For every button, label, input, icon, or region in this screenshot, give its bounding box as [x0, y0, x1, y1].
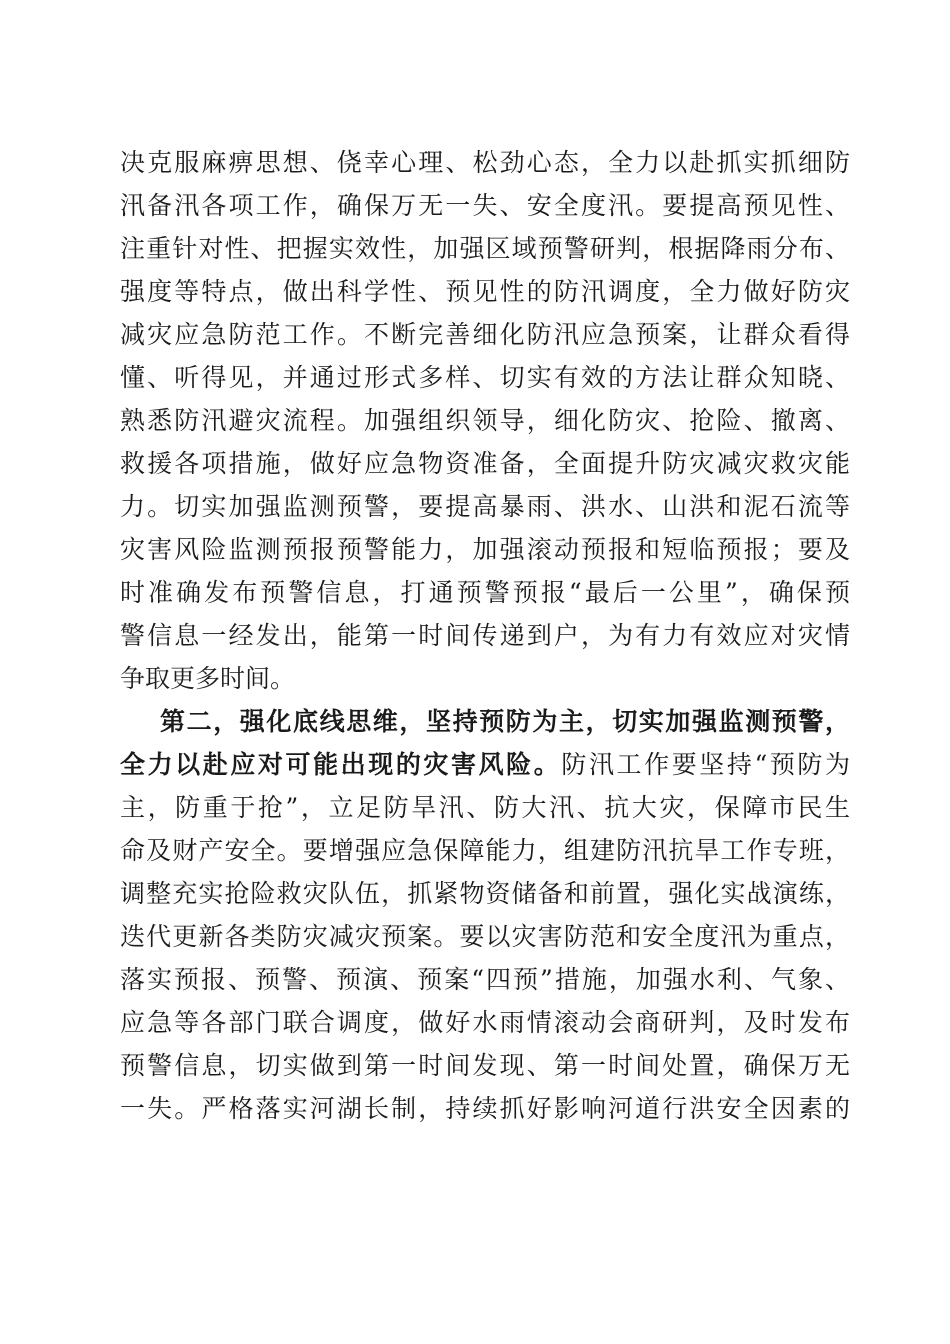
paragraph2-line-2-rest: 防汛工作要坚持“预防为 [561, 750, 850, 779]
paragraph2-line-3: 主，防重于抢”，立足防旱汛、防大汛、抗大灾，保障市民生 [120, 793, 850, 822]
paragraph1-line-1: 决克服麻痹思想、侥幸心理、松劲心态，全力以赴抓实抓细防 [120, 148, 850, 177]
paragraph1-line-9: 力。切实加强监测预警，要提高暴雨、洪水、山洪和泥石流等 [120, 492, 850, 521]
paragraph1-line-6: 懂、听得见，并通过形式多样、切实有效的方法让群众知晓、 [120, 363, 850, 392]
paragraph1-line-13: 争取更多时间。 [120, 664, 296, 693]
paragraph1-line-8: 救援各项措施，做好应急物资准备，全面提升防灾减灾救灾能 [120, 449, 850, 478]
paragraph2-line-7: 落实预报、预警、预演、预案“四预”措施，加强水利、气象、 [120, 965, 850, 994]
paragraph1-line-4: 强度等特点，做出科学性、预见性的防汛调度，全力做好防灾 [120, 277, 850, 306]
paragraph2-line-9: 预警信息，切实做到第一时间发现、第一时间处置，确保万无 [120, 1051, 850, 1080]
paragraph2-heading-bold: 全力以赴应对可能出现的灾害风险。 [120, 750, 562, 779]
paragraph1-line-12: 警信息一经发出，能第一时间传递到户，为有力有效应对灾情 [120, 621, 850, 650]
paragraph1-line-11: 时准确发布预警信息，打通预警预报“最后一公里”，确保预 [120, 578, 850, 607]
paragraph1-line-10: 灾害风险监测预报预警能力，加强滚动预报和短临预报；要及 [120, 535, 850, 564]
paragraph1-line-7: 熟悉防汛避灾流程。加强组织领导，细化防灾、抢险、撤离、 [120, 406, 850, 435]
paragraph1-line-2: 汛备汛各项工作，确保万无一失、安全度汛。要提高预见性、 [120, 191, 850, 220]
paragraph1-line-5: 减灾应急防范工作。不断完善细化防汛应急预案，让群众看得 [120, 320, 850, 349]
paragraph2-line-10: 一失。严格落实河湖长制，持续抓好影响河道行洪安全因素的 [120, 1094, 850, 1123]
paragraph2-line-4: 命及财产安全。要增强应急保障能力，组建防汛抗旱工作专班， [120, 836, 850, 865]
paragraph2-line-2 [120, 745, 850, 785]
paragraph2-line-6: 迭代更新各类防灾减灾预案。要以灾害防范和安全度汛为重点， [120, 922, 850, 951]
paragraph2-line-5: 调整充实抢险救灾队伍，抓紧物资储备和前置，强化实战演练， [120, 879, 850, 908]
paragraph2-line-8: 应急等各部门联合调度，做好水雨情滚动会商研判，及时发布 [120, 1008, 850, 1037]
paragraph2-heading-line: 第二，强化底线思维，坚持预防为主，切实加强监测预警， [160, 707, 850, 736]
paragraph1-line-3: 注重针对性、把握实效性，加强区域预警研判，根据降雨分布、 [120, 234, 850, 263]
